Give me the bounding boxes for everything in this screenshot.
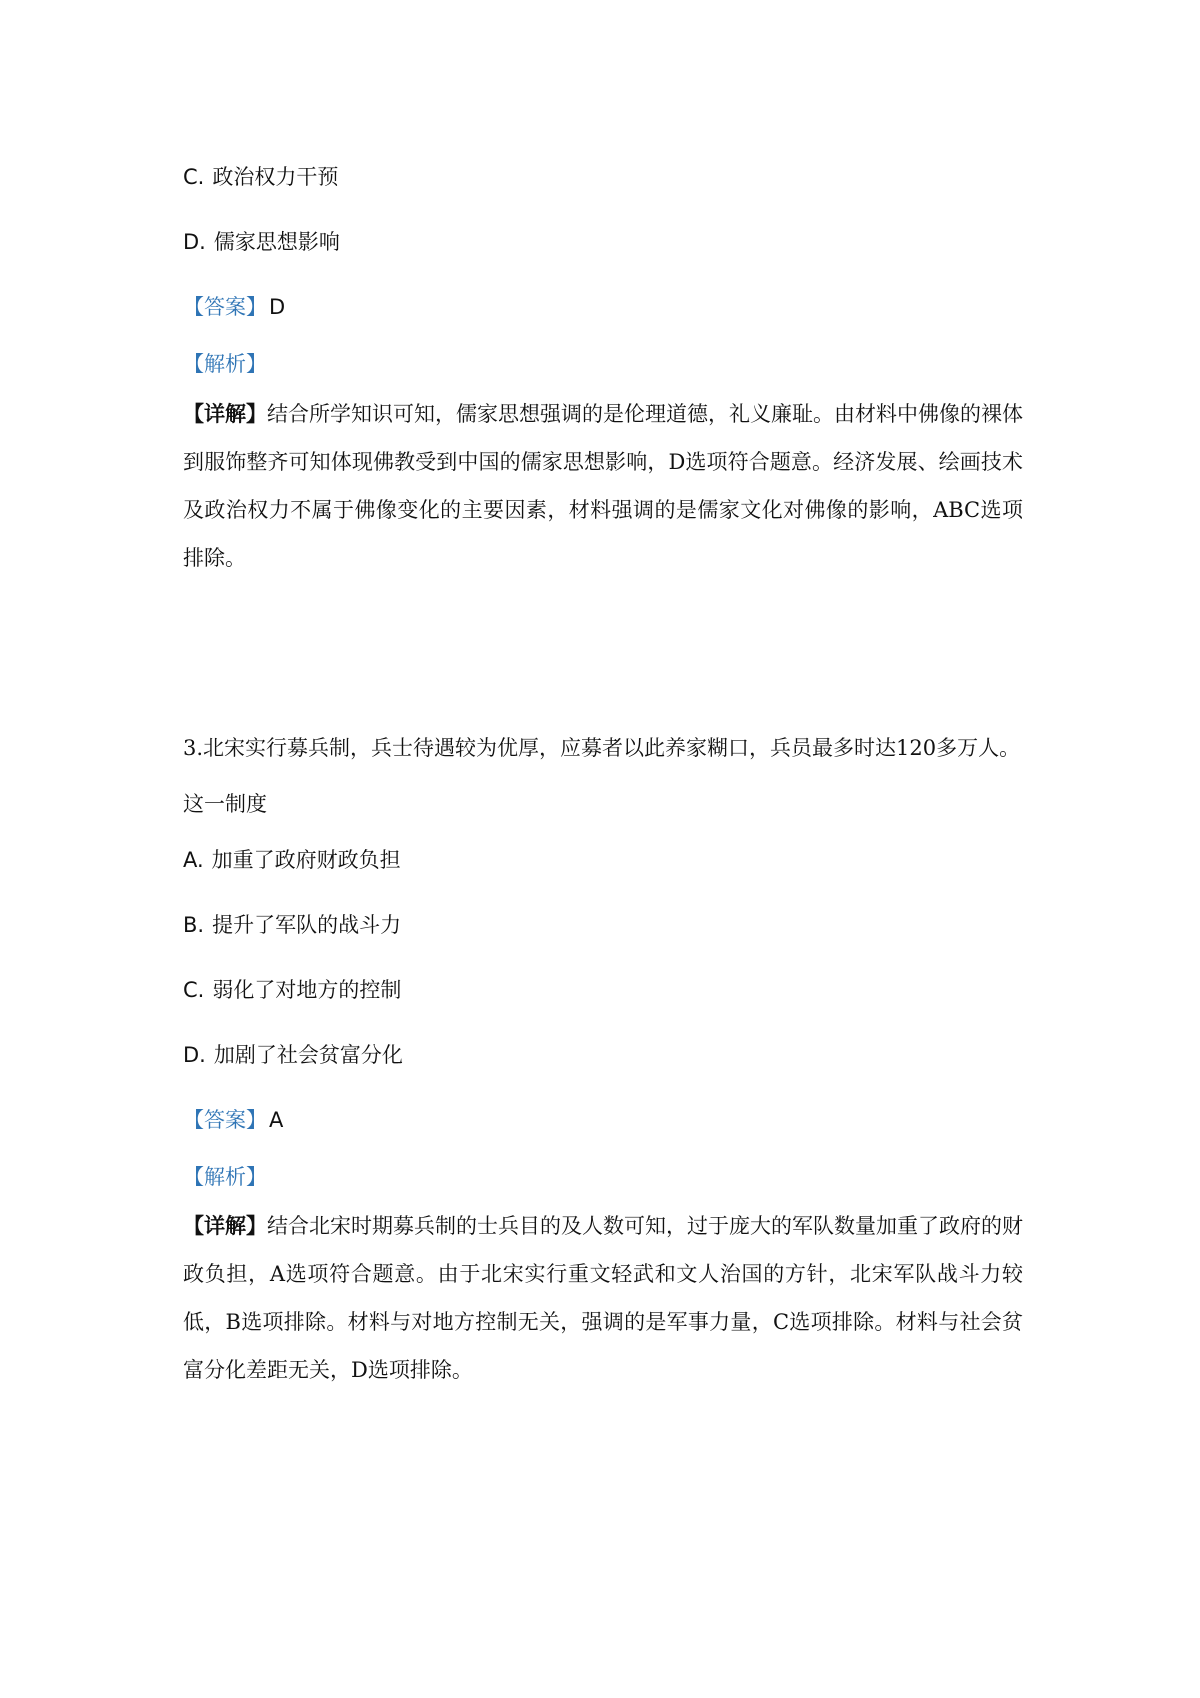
answer-tag: 【答案】 — [183, 295, 267, 319]
analysis-tag: 【解析】 — [183, 1165, 267, 1189]
option-letter: C. — [183, 978, 205, 1002]
q3-option-c — [183, 976, 401, 1004]
answer-tag: 【答案】 — [183, 1108, 267, 1132]
option-text: 政治权力干预 — [212, 165, 339, 189]
q2-answer — [183, 293, 285, 321]
detail-tag: 【详解】 — [183, 1213, 267, 1238]
option-letter: D. — [183, 1043, 206, 1067]
q3-stem-line2: 这一制度 — [183, 792, 267, 816]
option-text: 提升了军队的战斗力 — [212, 913, 402, 937]
option-text: 儒家思想影响 — [213, 230, 340, 254]
q2-analysis — [183, 350, 267, 378]
q3-option-d — [183, 1041, 403, 1069]
detail-text: 结合所学知识可知，儒家思想强调的是伦理道德，礼义廉耻。由材料中佛像的裸体到服饰整齐可知体现佛教受到中国的儒家思想影响，D选项符合题意。经济发展、绘画技术及政治权力不属于佛像变化的主要因素，材料强调的是儒家文化对佛像的影响，ABC选项排除。 — [183, 402, 1023, 570]
q3-stem-line1: 3.北宋实行募兵制，兵士待遇较为优厚，应募者以此养家糊口，兵员最多时达120多万人。 — [183, 736, 1021, 760]
q2-detail-paragraph — [183, 390, 1023, 582]
option-letter: C. — [183, 165, 205, 189]
detail-text: 结合北宋时期募兵制的士兵目的及人数可知，过于庞大的军队数量加重了政府的财政负担，A选项符合题意。由于北宋实行重文轻武和文人治国的方针，北宋军队战斗力较低，B选项排除。材料与对地方控制无关，强调的是军事力量，C选项排除。材料与社会贫富分化差距无关，D选项排除。 — [183, 1214, 1023, 1382]
q3-analysis — [183, 1163, 267, 1191]
analysis-tag: 【解析】 — [183, 352, 267, 376]
q3-answer — [183, 1106, 283, 1134]
option-text: 弱化了对地方的控制 — [212, 978, 402, 1002]
q2-option-d — [183, 228, 340, 256]
q3-detail-paragraph — [183, 1202, 1023, 1394]
option-letter: D. — [183, 230, 206, 254]
q2-option-c — [183, 163, 338, 191]
q3-option-a — [183, 846, 401, 874]
q3-option-b — [183, 911, 401, 939]
option-letter: B. — [183, 913, 205, 937]
detail-tag: 【详解】 — [183, 401, 267, 426]
answer-value: A — [269, 1108, 284, 1132]
option-text: 加剧了社会贫富分化 — [213, 1043, 403, 1067]
answer-value: D — [269, 295, 286, 319]
option-letter: A. — [183, 848, 204, 872]
option-text: 加重了政府财政负担 — [211, 848, 401, 872]
